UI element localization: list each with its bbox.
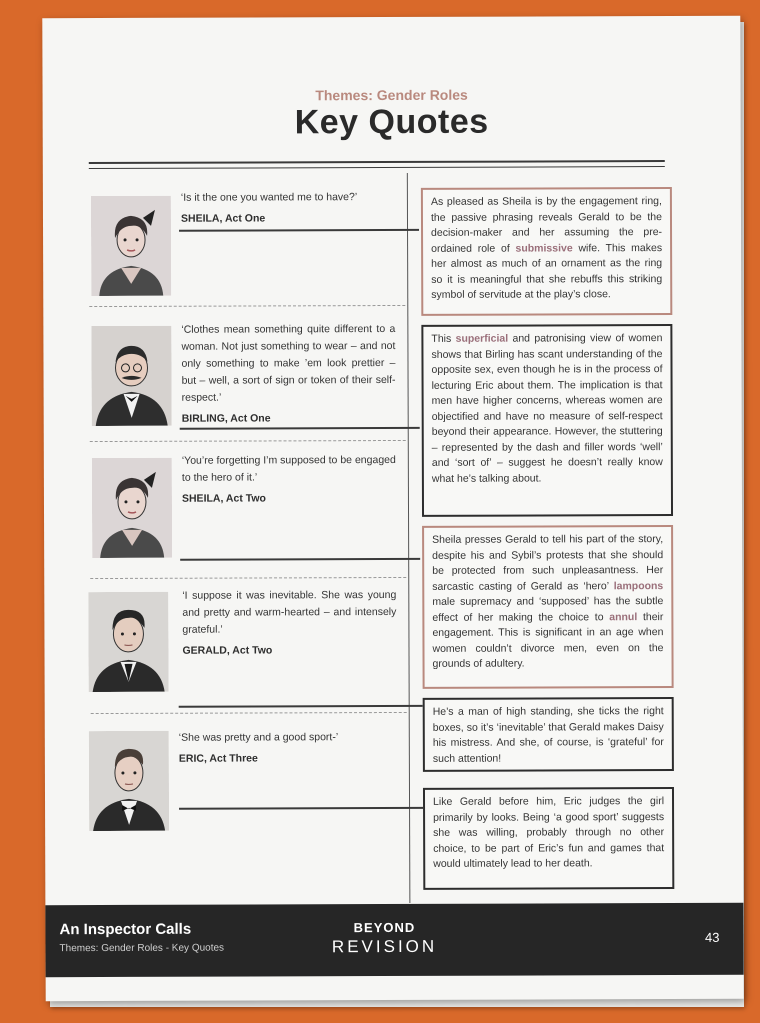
quote-2-text: ‘Clothes mean something quite different to a woman. Not just something to wear – and not only something to make ’em look prettier – but – well, a sort of sign or token of their self-respect.’ <box>181 322 396 404</box>
analysis-box-5 <box>423 787 674 890</box>
quote-1-speaker: SHEILA, Act One <box>180 212 266 225</box>
footer-title: An Inspector Calls <box>59 920 192 939</box>
quote-3 <box>182 452 396 508</box>
analysis-1-text-a: As pleased as Sheila is by the engagement ring, the passive phrasing reveals Gerald to be the decision-maker and her assuming the pre-ordained role of <box>430 195 663 255</box>
quote-4-speaker: GERALD, Act Two <box>182 644 273 657</box>
analysis-2-text-a: This <box>431 332 456 345</box>
title-rule-top <box>89 160 665 164</box>
sheila-portrait-1 <box>91 196 171 296</box>
analysis-1-keyword: submissive <box>515 241 573 255</box>
footer-subtitle: Themes: Gender Roles - Key Quotes <box>59 942 225 955</box>
analysis-5-text: Like Gerald before him, Eric judges the girl primarily by looks. Being ‘a good sport’ suggests she was willing, probably through no other choice, to be part of Eric’s fun and games that would ultimately lead to her death. <box>433 795 665 870</box>
quote-5-speaker: ERIC, Act Three <box>178 752 258 765</box>
page-number: 43 <box>705 929 720 945</box>
quote-5-text: ‘She was pretty and a good sport-’ <box>178 731 339 744</box>
analysis-4-text: He’s a man of high standing, she ticks the right boxes, so it’s ‘inevitable’ that Gerald makes Daisy his mistress. And she, of course, is ‘grateful’ for such attention! <box>432 705 664 765</box>
quote-4-connector <box>179 705 423 707</box>
page <box>42 16 743 1001</box>
analysis-3-keyword-a: lampoons <box>613 579 664 592</box>
quote-5 <box>179 729 393 768</box>
quote-5-connector <box>179 807 423 809</box>
analysis-3-keyword-b: annul <box>609 610 638 623</box>
center-divider <box>407 173 411 903</box>
quote-4-text: ‘I suppose it was inevitable. She was young and pretty and warm-hearted – and intensely grateful.’ <box>182 588 397 636</box>
quote-divider-3 <box>90 577 406 579</box>
quote-4 <box>182 587 396 660</box>
analysis-3-text-c: their engagement. This is significant in an age when women couldn’t divorce men, even on the grounds of adultery. <box>432 610 664 670</box>
quote-3-speaker: SHEILA, Act Two <box>181 492 266 505</box>
brand-logo-bottom: REVISION <box>331 936 438 957</box>
analysis-2-keyword: superficial <box>455 332 509 345</box>
analysis-box-2 <box>421 324 673 517</box>
quote-1-text: ‘Is it the one you wanted me to have?’ <box>180 191 358 204</box>
quote-3-connector <box>180 558 420 560</box>
brand-logo <box>309 920 459 958</box>
eric-portrait <box>89 731 169 831</box>
analysis-box-1 <box>421 187 672 316</box>
quote-2 <box>181 321 395 428</box>
quote-1 <box>181 189 395 228</box>
brand-logo-top: BEYOND <box>353 919 416 936</box>
sheila-portrait-2 <box>92 458 172 558</box>
analysis-2-text-b: and patronising view of women shows that Birling has scant understanding of the opposite sex, even though he is in the process of lecturing Eric about them. The implication is that men have higher concerns, whereas women are objectified and have no measure of self-respect beyond their appearance. However, the stuttering – represented by the dash and filler words ‘well’ and ‘sort of’ – suggest he doesn’t really know what he’s talking about. <box>431 332 663 485</box>
analysis-box-3 <box>422 525 674 689</box>
quote-2-speaker: BIRLING, Act One <box>181 412 271 425</box>
analysis-box-4 <box>423 697 674 772</box>
title-rule-bottom <box>89 166 665 169</box>
page-eyebrow: Themes: Gender Roles <box>315 86 468 104</box>
quote-divider-2 <box>90 440 406 442</box>
quote-1-connector <box>179 229 419 231</box>
quote-divider-1 <box>89 305 405 307</box>
analysis-3-text-a: Sheila presses Gerald to tell his part of the story, despite his and Sybil’s protests that she should be protected from such unpleasantness. Her sarcastic casting of Gerald as ‘hero’ <box>432 533 664 593</box>
page-title: Key Quotes <box>294 102 489 142</box>
quote-3-text: ‘You’re forgetting I’m supposed to be engaged to the hero of it.’ <box>181 453 396 484</box>
quote-divider-4 <box>91 712 407 714</box>
birling-portrait <box>91 326 171 426</box>
page-footer <box>45 903 743 977</box>
gerald-portrait <box>88 592 168 692</box>
analysis-1-text-b: wife. This makes her almost as much of an ornament as the ring so it is meaningful that she rebuffs this striking symbol of servitude at the play’s close. <box>431 241 663 301</box>
analysis-3-text-b: male supremacy and ‘supposed’ has the subtle effect of her making the choice to <box>432 595 664 624</box>
quote-2-connector <box>180 427 420 429</box>
